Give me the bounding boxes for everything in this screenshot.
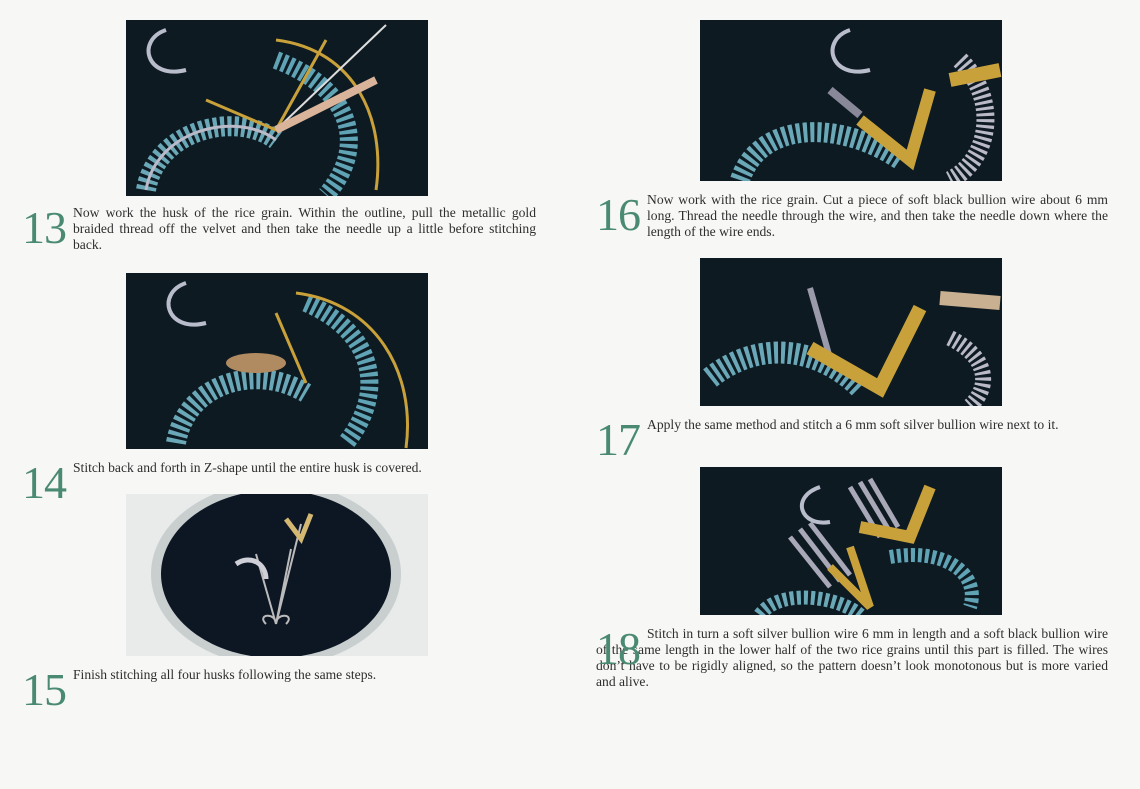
step-text: Now work with the rice grain. Cut a piece of soft black bullion wire about 6 mm long. Thread the needle through the wire, and then take the needle down where the length of the wire ends. (647, 192, 1108, 239)
step-14-photo (126, 273, 428, 449)
step-14 (22, 457, 536, 508)
step-16 (596, 189, 1108, 240)
step-17-photo (700, 258, 1002, 406)
step-text-content: Stitch in turn a soft silver bullion wire 6 mm in length and a soft black bullion wire of the same length in the lower half of the two rice grains until this part is filled. The wires don’t have to be rigidly aligned, so the pattern doesn’t look monotonous but is more varied and alive. (596, 626, 1108, 689)
step-number: 16 (596, 189, 640, 240)
step-number: 14 (22, 457, 66, 508)
step-13 (22, 202, 536, 253)
step-17 (596, 414, 1108, 465)
step-text (596, 623, 1108, 690)
step-16-photo (700, 20, 1002, 181)
step-number: 13 (22, 202, 66, 253)
step-13-photo (126, 20, 428, 196)
step-18 (596, 623, 1108, 690)
step-number: 18 (596, 623, 640, 674)
step-text: Now work the husk of the rice grain. Within the outline, pull the metallic gold braided thread off the velvet and then take the needle up a little before stitching back. (73, 205, 536, 252)
step-text: Apply the same method and stitch a 6 mm soft silver bullion wire next to it. (647, 417, 1059, 432)
step-text: Finish stitching all four husks following the same steps. (73, 667, 377, 682)
step-text: Stitch back and forth in Z-shape until the entire husk is covered. (73, 460, 422, 475)
step-18-photo (700, 467, 1002, 615)
step-15 (22, 664, 536, 715)
step-15-photo (126, 494, 428, 656)
step-number: 17 (596, 414, 640, 465)
step-number: 15 (22, 664, 66, 715)
